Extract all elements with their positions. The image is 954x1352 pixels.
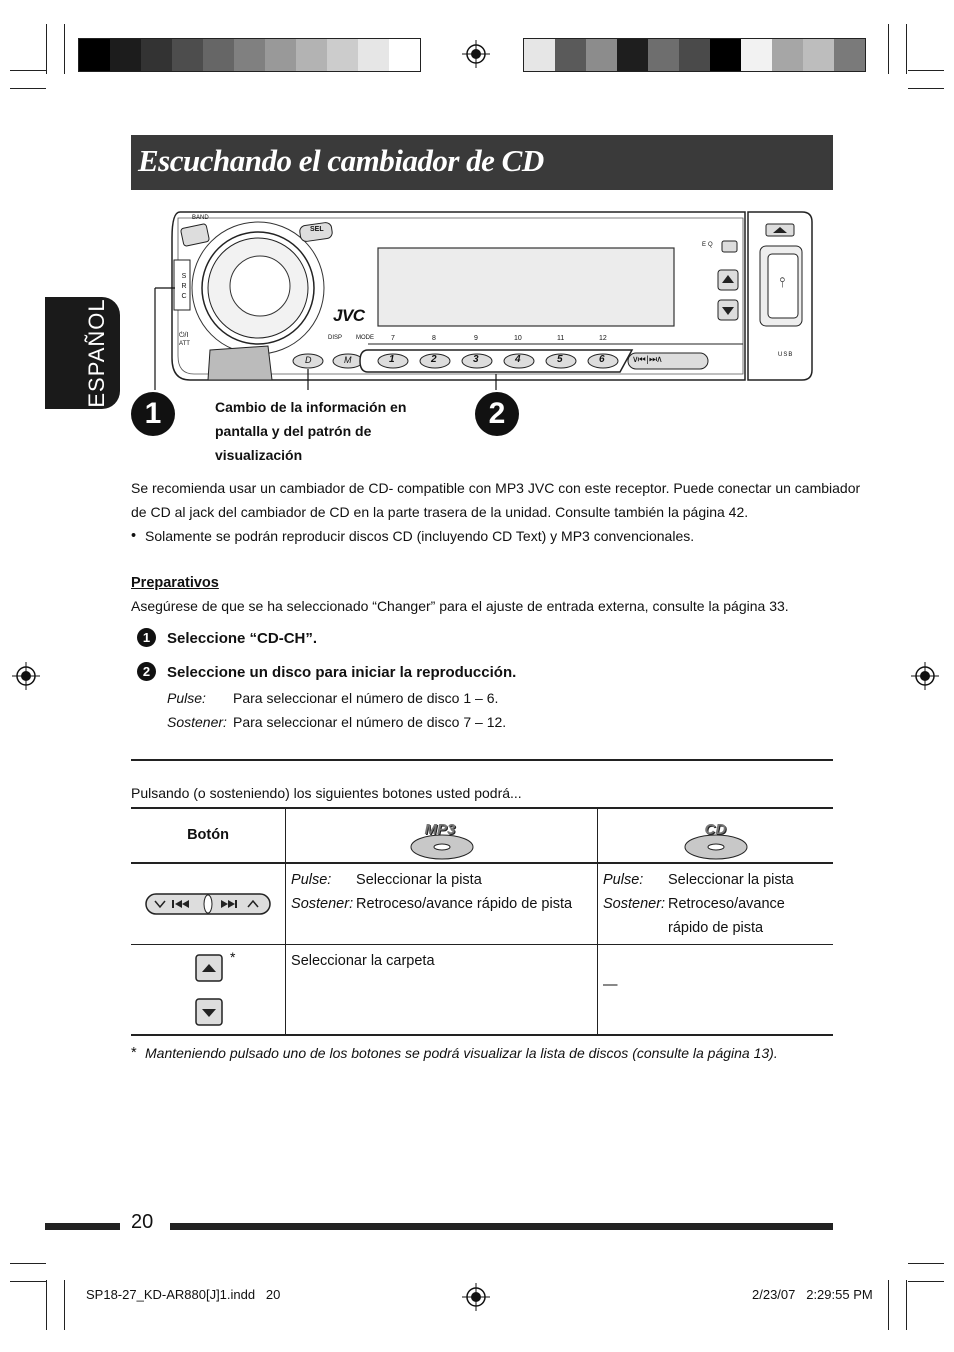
folder-down-button-icon[interactable] <box>195 998 223 1026</box>
step2-details <box>167 686 506 734</box>
not-applicable-dash: — <box>603 977 618 993</box>
crop-mark <box>10 1263 46 1264</box>
function-text: Retroceso/avance rápido de pista <box>356 896 573 912</box>
preset-button-1[interactable]: 1 <box>389 354 395 365</box>
function-text: Seleccionar la pista <box>668 872 794 888</box>
detail-text: Para seleccionar el número de disco 1 – 6. <box>233 690 499 706</box>
step-number: 2 <box>137 662 156 681</box>
table-row <box>131 945 833 1035</box>
callout-description: Cambio de la información en pantalla y del patrón de visualización <box>215 399 407 463</box>
d-button[interactable]: D <box>305 355 312 365</box>
step-text: Seleccione “CD-CH”. <box>167 630 318 647</box>
color-swatch <box>834 39 865 71</box>
language-tab <box>45 297 120 409</box>
crop-mark <box>908 1281 944 1282</box>
color-swatch <box>79 39 110 71</box>
intro-line-2: de CD al jack del cambiador de CD en la parte trasera de la unidad. Consulte también la página 42. <box>131 504 749 520</box>
src-label: S R C <box>181 273 187 300</box>
intro-bullet-mark: • <box>131 528 137 544</box>
pulse-label: Pulse: <box>603 872 644 888</box>
crop-mark <box>908 70 944 71</box>
step-number: 1 <box>137 628 156 647</box>
skip-buttons-icon[interactable]: ∨⏮ | ⏭∧ <box>632 354 662 364</box>
print-file-info: SP18-27_KD-AR880[J]1.indd 20 <box>86 1287 281 1302</box>
crop-mark <box>908 1263 944 1264</box>
crop-mark <box>46 1280 47 1330</box>
crop-mark <box>64 24 65 74</box>
eq-label: EQ <box>702 242 715 248</box>
color-swatch <box>710 39 741 71</box>
disc-number-label: 11 <box>557 335 565 342</box>
usb-label: USB <box>778 352 794 358</box>
disc-number-label: 9 <box>474 335 478 342</box>
mp3-label: MP3 <box>424 821 456 838</box>
function-text: Retroceso/avance rápido de pista <box>668 896 785 936</box>
att-label: ATT <box>179 341 190 347</box>
crop-mark <box>46 24 47 74</box>
cd-row1-functions <box>603 868 828 940</box>
color-swatch <box>327 39 358 71</box>
button-function-table <box>131 807 833 1036</box>
prep-heading: Preparativos <box>131 575 219 591</box>
table-row <box>131 863 833 945</box>
crop-mark <box>888 24 889 74</box>
crop-mark <box>908 88 944 89</box>
table-intro: Pulsando (o sosteniendo) los siguientes botones usted podrá... <box>131 785 522 801</box>
color-swatch <box>555 39 586 71</box>
crop-mark <box>10 1281 46 1282</box>
brand-logo: JVC <box>333 306 365 325</box>
cd-label: CD <box>704 821 727 838</box>
color-swatch <box>141 39 172 71</box>
power-label: ⏻/I <box>179 332 189 339</box>
footer-rule-right <box>170 1223 833 1230</box>
mode-label: MODE <box>356 335 374 341</box>
preset-button-4[interactable]: 4 <box>515 354 521 365</box>
band-label: BAND <box>192 215 209 221</box>
color-swatch <box>772 39 803 71</box>
preset-button-5[interactable]: 5 <box>557 354 563 365</box>
color-swatch <box>203 39 234 71</box>
pulse-label: Pulse: <box>291 872 332 888</box>
function-text: Seleccionar la pista <box>356 872 482 888</box>
folder-up-button-icon[interactable] <box>195 954 223 982</box>
color-swatch <box>234 39 265 71</box>
registration-mark-icon <box>911 662 939 690</box>
page-number: 20 <box>131 1211 154 1233</box>
color-swatch <box>679 39 710 71</box>
footnote-mark: * <box>131 1045 137 1061</box>
intro-line-1: Se recomienda usar un cambiador de CD- compatible con MP3 JVC con este receptor. Puede conectar un cambiador <box>131 480 861 496</box>
usb-icon: ⫯ <box>779 274 786 290</box>
disc-number-label: 8 <box>432 335 436 342</box>
skip-track-button-icon[interactable] <box>145 892 271 916</box>
color-swatch <box>110 39 141 71</box>
color-swatch <box>172 39 203 71</box>
crop-mark <box>906 24 907 74</box>
page-title: Escuchando el cambiador de CD <box>138 143 544 178</box>
color-swatch <box>358 39 389 71</box>
detail-label: Sostener: <box>167 714 227 730</box>
mp3-row1-functions <box>291 868 592 916</box>
color-swatch <box>389 39 420 71</box>
print-date-info: 2/23/07 2:29:55 PM <box>752 1287 873 1302</box>
device-illustration <box>150 208 815 390</box>
intro-bullet: Solamente se podrán reproducir discos CD (incluyendo CD Text) y MP3 convencionales. <box>145 528 695 544</box>
detail-label: Pulse: <box>167 690 206 706</box>
cd-disc-icon <box>683 817 749 861</box>
registration-mark-icon <box>12 662 40 690</box>
m-button[interactable]: M <box>344 355 352 365</box>
hold-label: Sostener: <box>291 896 354 912</box>
preset-button-2[interactable]: 2 <box>431 354 437 365</box>
color-swatch <box>617 39 648 71</box>
disc-number-label: 7 <box>391 335 395 342</box>
crop-mark <box>10 88 46 89</box>
crop-mark <box>64 1280 65 1330</box>
mp3-disc-icon <box>409 817 475 861</box>
disc-number-label: 12 <box>599 335 607 342</box>
color-bar-right <box>523 38 866 72</box>
sel-label: SEL <box>310 226 324 233</box>
registration-mark-icon <box>462 40 490 68</box>
hold-label: Sostener: <box>603 896 666 912</box>
callout-number-1: 1 <box>131 392 175 436</box>
color-swatch <box>265 39 296 71</box>
color-swatch <box>296 39 327 71</box>
color-swatch <box>741 39 772 71</box>
color-swatch <box>803 39 834 71</box>
color-bar-left <box>78 38 421 72</box>
color-swatch <box>648 39 679 71</box>
title-bar <box>131 135 833 190</box>
color-swatch <box>586 39 617 71</box>
detail-text: Para seleccionar el número de disco 7 – 12. <box>233 714 507 730</box>
prep-text: Asegúrese de que se ha seleccionado “Changer” para el ajuste de entrada externa, consulte la página 33. <box>131 598 789 614</box>
crop-mark <box>906 1280 907 1330</box>
footnote-text: Manteniendo pulsado uno de los botones se podrá visualizar la lista de discos (consulte la página 13). <box>145 1045 778 1061</box>
language-label: ESPAÑOL <box>84 298 109 408</box>
preset-button-6[interactable]: 6 <box>599 354 605 365</box>
footer-rule-left <box>45 1223 120 1230</box>
table-header-row <box>131 807 833 863</box>
disp-label: DISP <box>328 335 343 341</box>
header-boton: Botón <box>187 826 229 843</box>
crop-mark <box>10 70 46 71</box>
registration-mark-icon <box>462 1283 490 1311</box>
select-folder-text: Seleccionar la carpeta <box>291 953 435 969</box>
callout-number-2: 2 <box>475 392 519 436</box>
crop-mark <box>888 1280 889 1330</box>
step-text: Seleccione un disco para iniciar la reproducción. <box>167 664 517 681</box>
preset-button-3[interactable]: 3 <box>473 354 479 365</box>
asterisk-mark: * <box>230 949 236 965</box>
section-divider <box>131 759 833 761</box>
color-swatch <box>524 39 555 71</box>
disc-number-label: 10 <box>514 335 522 342</box>
